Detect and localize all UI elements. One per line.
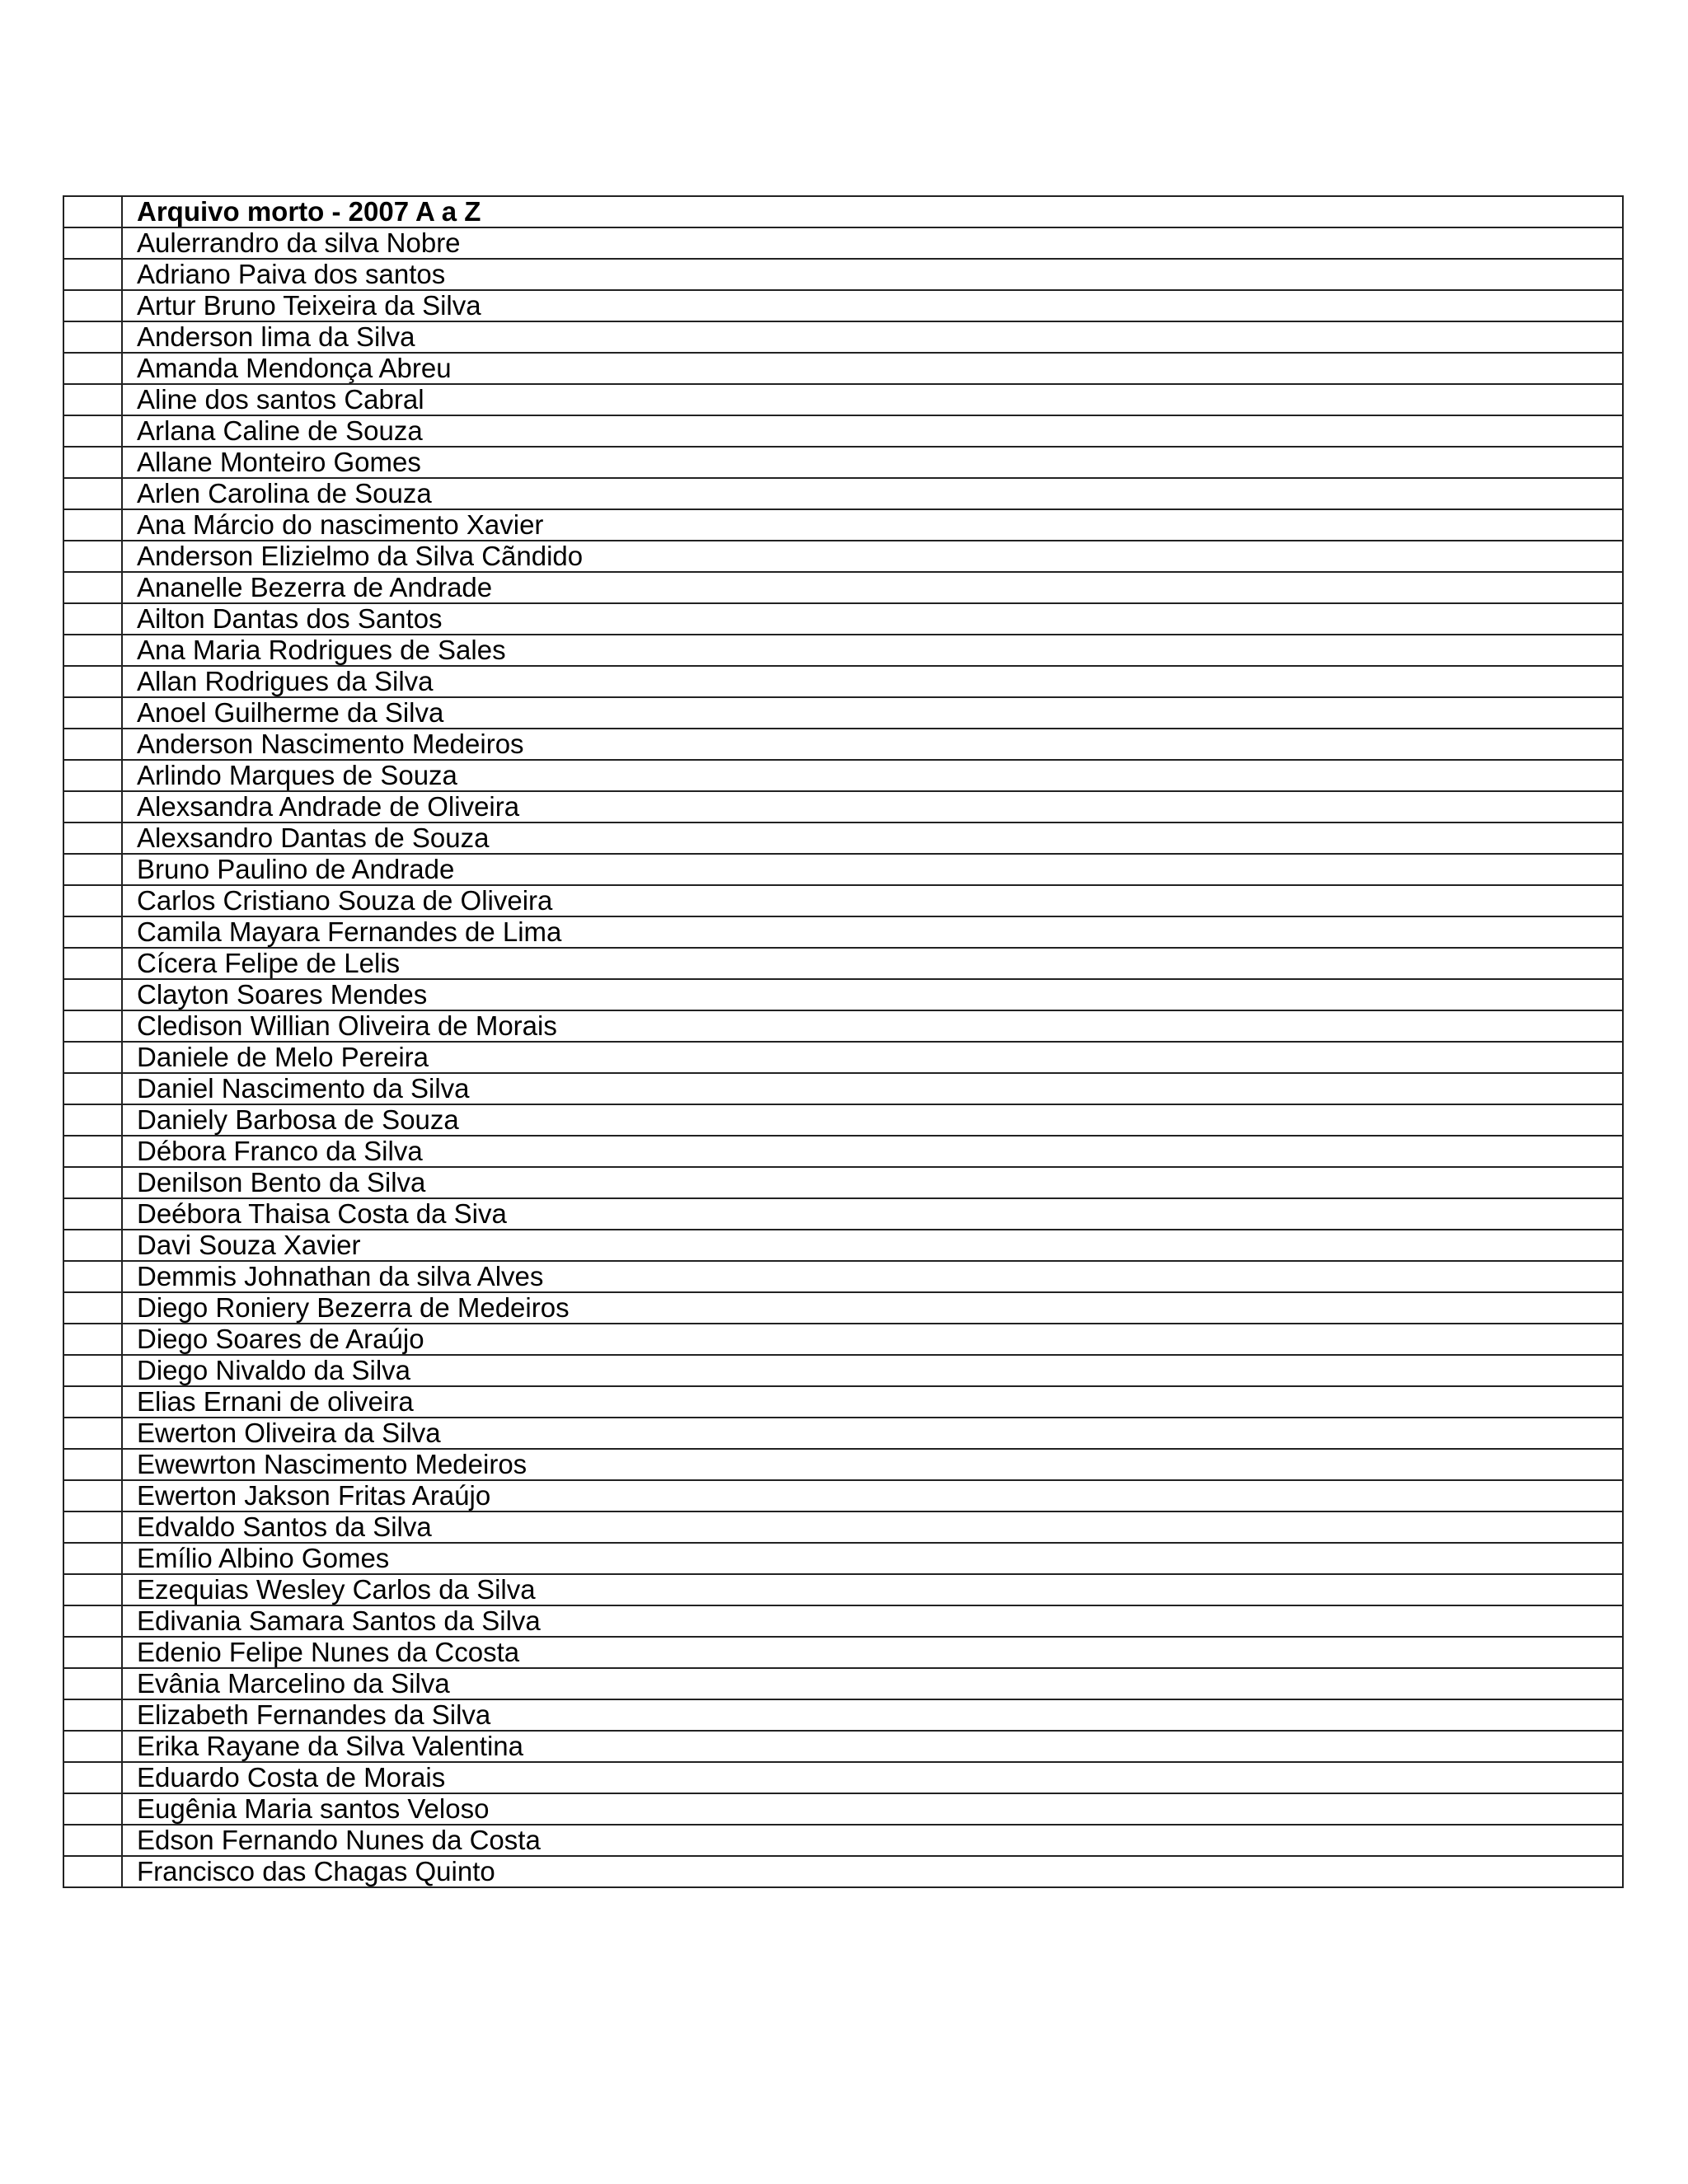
table-row xyxy=(63,1042,1623,1073)
row-number-cell xyxy=(63,1198,122,1230)
row-number-cell xyxy=(63,823,122,854)
table-row xyxy=(63,603,1623,635)
table-row xyxy=(63,447,1623,478)
row-number-cell xyxy=(63,1699,122,1731)
row-number-cell xyxy=(63,1355,122,1386)
name-cell: Daniely Barbosa de Souza xyxy=(122,1104,1623,1136)
table-row xyxy=(63,1449,1623,1480)
row-number-cell xyxy=(63,791,122,823)
table-row xyxy=(63,823,1623,854)
row-number-cell xyxy=(63,1324,122,1355)
row-number-cell xyxy=(63,1762,122,1793)
name-cell: Francisco das Chagas Quinto xyxy=(122,1856,1623,1887)
name-cell: Diego Roniery Bezerra de Medeiros xyxy=(122,1292,1623,1324)
row-number-cell xyxy=(63,227,122,259)
row-number-cell xyxy=(63,259,122,290)
row-number-cell xyxy=(63,1511,122,1543)
name-cell: Alexsandra Andrade de Oliveira xyxy=(122,791,1623,823)
row-number-cell xyxy=(63,666,122,697)
table-row xyxy=(63,1167,1623,1198)
row-number-cell xyxy=(63,1480,122,1511)
row-number-cell xyxy=(63,1042,122,1073)
name-cell: Daniel Nascimento da Silva xyxy=(122,1073,1623,1104)
name-cell: Anderson Elizielmo da Silva Cãndido xyxy=(122,541,1623,572)
table-row xyxy=(63,1324,1623,1355)
table-row xyxy=(63,697,1623,729)
table-row xyxy=(63,1637,1623,1668)
row-number-cell xyxy=(63,384,122,415)
table-row xyxy=(63,1699,1623,1731)
name-cell: Ewerton Jakson Fritas Araújo xyxy=(122,1480,1623,1511)
name-cell: Ewewrton Nascimento Medeiros xyxy=(122,1449,1623,1480)
name-cell: Arlen Carolina de Souza xyxy=(122,478,1623,509)
table-row xyxy=(63,1480,1623,1511)
table-row xyxy=(63,948,1623,979)
name-cell: Aline dos santos Cabral xyxy=(122,384,1623,415)
table-row xyxy=(63,729,1623,760)
table-row xyxy=(63,1010,1623,1042)
table-row xyxy=(63,415,1623,447)
row-number-cell xyxy=(63,478,122,509)
name-cell: Ailton Dantas dos Santos xyxy=(122,603,1623,635)
row-number-cell xyxy=(63,1167,122,1198)
row-number-cell xyxy=(63,1073,122,1104)
table-row xyxy=(63,1292,1623,1324)
table-row xyxy=(63,635,1623,666)
row-number-cell xyxy=(63,1856,122,1887)
name-cell: Erika Rayane da Silva Valentina xyxy=(122,1731,1623,1762)
names-table-body xyxy=(63,196,1623,1887)
row-number-cell xyxy=(63,979,122,1010)
name-cell: Amanda Mendonça Abreu xyxy=(122,353,1623,384)
name-cell: Cledison Willian Oliveira de Morais xyxy=(122,1010,1623,1042)
row-number-cell xyxy=(63,1386,122,1418)
name-cell: Alexsandro Dantas de Souza xyxy=(122,823,1623,854)
name-cell: Evânia Marcelino da Silva xyxy=(122,1668,1623,1699)
table-row xyxy=(63,1355,1623,1386)
name-cell: Diego Nivaldo da Silva xyxy=(122,1355,1623,1386)
name-cell: Anderson lima da Silva xyxy=(122,321,1623,353)
name-cell: Aulerrandro da silva Nobre xyxy=(122,227,1623,259)
table-row xyxy=(63,227,1623,259)
row-number-cell xyxy=(63,1574,122,1605)
name-cell: Denilson Bento da Silva xyxy=(122,1167,1623,1198)
table-row xyxy=(63,1418,1623,1449)
name-cell: Ezequias Wesley Carlos da Silva xyxy=(122,1574,1623,1605)
name-cell: Daniele de Melo Pereira xyxy=(122,1042,1623,1073)
name-cell: Eduardo Costa de Morais xyxy=(122,1762,1623,1793)
row-number-cell xyxy=(63,1637,122,1668)
table-row xyxy=(63,791,1623,823)
row-number-cell xyxy=(63,603,122,635)
row-number-cell xyxy=(63,1605,122,1637)
row-number-cell xyxy=(63,447,122,478)
row-number-cell xyxy=(63,1543,122,1574)
row-number-cell xyxy=(63,854,122,885)
row-number-cell xyxy=(63,1449,122,1480)
table-row xyxy=(63,885,1623,916)
row-number-cell xyxy=(63,760,122,791)
table-row xyxy=(63,1543,1623,1574)
row-number-cell xyxy=(63,572,122,603)
table-row xyxy=(63,321,1623,353)
table-row xyxy=(63,1605,1623,1637)
name-cell: Camila Mayara Fernandes de Lima xyxy=(122,916,1623,948)
name-cell: Allane Monteiro Gomes xyxy=(122,447,1623,478)
row-number-cell xyxy=(63,353,122,384)
row-number-cell xyxy=(63,1136,122,1167)
name-cell: Allan Rodrigues da Silva xyxy=(122,666,1623,697)
table-row xyxy=(63,1793,1623,1825)
table-row xyxy=(63,1825,1623,1856)
name-cell: Diego Soares de Araújo xyxy=(122,1324,1623,1355)
table-row xyxy=(63,478,1623,509)
name-cell: Eugênia Maria santos Veloso xyxy=(122,1793,1623,1825)
table-header-title: Arquivo morto - 2007 A a Z xyxy=(122,196,1623,227)
row-number-cell xyxy=(63,509,122,541)
table-row xyxy=(63,509,1623,541)
table-row xyxy=(63,290,1623,321)
row-number-cell xyxy=(63,196,122,227)
name-cell: Artur Bruno Teixeira da Silva xyxy=(122,290,1623,321)
table-row xyxy=(63,916,1623,948)
table-row xyxy=(63,1261,1623,1292)
name-cell: Ewerton Oliveira da Silva xyxy=(122,1418,1623,1449)
name-cell: Bruno Paulino de Andrade xyxy=(122,854,1623,885)
table-row xyxy=(63,1856,1623,1887)
table-row xyxy=(63,854,1623,885)
table-row xyxy=(63,1574,1623,1605)
row-number-cell xyxy=(63,415,122,447)
name-cell: Anoel Guilherme da Silva xyxy=(122,697,1623,729)
name-cell: Deébora Thaisa Costa da Siva xyxy=(122,1198,1623,1230)
name-cell: Carlos Cristiano Souza de Oliveira xyxy=(122,885,1623,916)
name-cell: Arlana Caline de Souza xyxy=(122,415,1623,447)
table-row xyxy=(63,572,1623,603)
name-cell: Anderson Nascimento Medeiros xyxy=(122,729,1623,760)
names-table xyxy=(63,195,1624,1888)
name-cell: Cícera Felipe de Lelis xyxy=(122,948,1623,979)
row-number-cell xyxy=(63,1230,122,1261)
name-cell: Elizabeth Fernandes da Silva xyxy=(122,1699,1623,1731)
row-number-cell xyxy=(63,1668,122,1699)
table-row xyxy=(63,666,1623,697)
name-cell: Emílio Albino Gomes xyxy=(122,1543,1623,1574)
row-number-cell xyxy=(63,290,122,321)
table-row xyxy=(63,1104,1623,1136)
table-row xyxy=(63,1511,1623,1543)
name-cell: Edvaldo Santos da Silva xyxy=(122,1511,1623,1543)
table-row xyxy=(63,541,1623,572)
name-cell: Davi Souza Xavier xyxy=(122,1230,1623,1261)
table-row xyxy=(63,1386,1623,1418)
table-row xyxy=(63,353,1623,384)
table-row xyxy=(63,979,1623,1010)
table-row xyxy=(63,1731,1623,1762)
row-number-cell xyxy=(63,885,122,916)
table-row xyxy=(63,1198,1623,1230)
table-row xyxy=(63,259,1623,290)
name-cell: Edivania Samara Santos da Silva xyxy=(122,1605,1623,1637)
name-cell: Edenio Felipe Nunes da Ccosta xyxy=(122,1637,1623,1668)
row-number-cell xyxy=(63,635,122,666)
name-cell: Elias Ernani de oliveira xyxy=(122,1386,1623,1418)
name-cell: Adriano Paiva dos santos xyxy=(122,259,1623,290)
table-row xyxy=(63,760,1623,791)
table-row xyxy=(63,1668,1623,1699)
table-row xyxy=(63,1762,1623,1793)
table-row xyxy=(63,1230,1623,1261)
row-number-cell xyxy=(63,1418,122,1449)
row-number-cell xyxy=(63,916,122,948)
row-number-cell xyxy=(63,948,122,979)
row-number-cell xyxy=(63,1825,122,1856)
name-cell: Ananelle Bezerra de Andrade xyxy=(122,572,1623,603)
row-number-cell xyxy=(63,729,122,760)
name-cell: Arlindo Marques de Souza xyxy=(122,760,1623,791)
row-number-cell xyxy=(63,321,122,353)
table-row xyxy=(63,1073,1623,1104)
row-number-cell xyxy=(63,1731,122,1762)
table-header-row xyxy=(63,196,1623,227)
row-number-cell xyxy=(63,1104,122,1136)
table-row xyxy=(63,384,1623,415)
row-number-cell xyxy=(63,1793,122,1825)
row-number-cell xyxy=(63,1010,122,1042)
name-cell: Edson Fernando Nunes da Costa xyxy=(122,1825,1623,1856)
row-number-cell xyxy=(63,1292,122,1324)
table-row xyxy=(63,1136,1623,1167)
name-cell: Clayton Soares Mendes xyxy=(122,979,1623,1010)
name-cell: Demmis Johnathan da silva Alves xyxy=(122,1261,1623,1292)
name-cell: Ana Márcio do nascimento Xavier xyxy=(122,509,1623,541)
name-cell: Débora Franco da Silva xyxy=(122,1136,1623,1167)
row-number-cell xyxy=(63,697,122,729)
row-number-cell xyxy=(63,541,122,572)
name-cell: Ana Maria Rodrigues de Sales xyxy=(122,635,1623,666)
row-number-cell xyxy=(63,1261,122,1292)
